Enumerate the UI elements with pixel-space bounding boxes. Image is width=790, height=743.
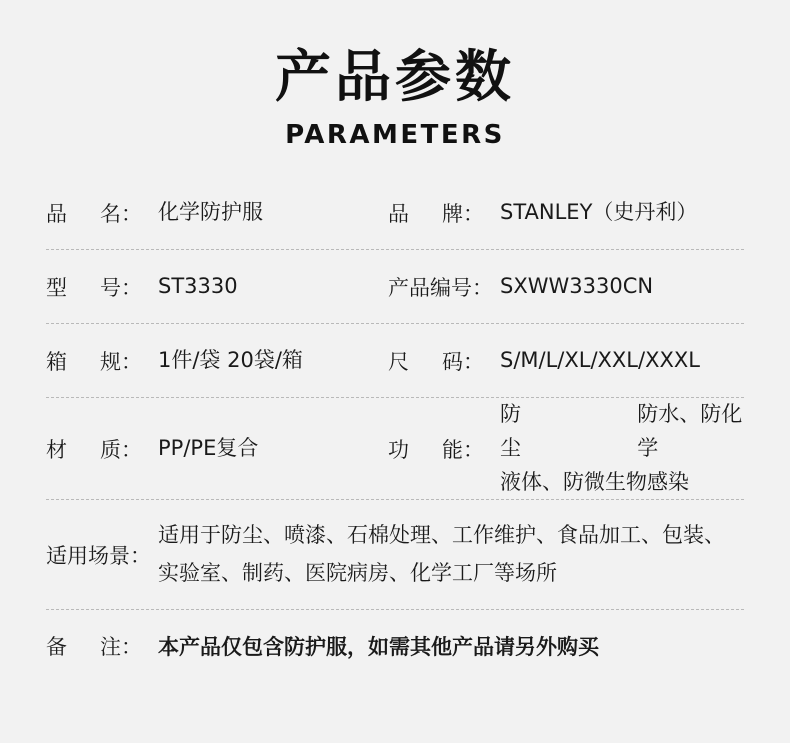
row-value-material: PP/PE复合 bbox=[158, 436, 259, 461]
label-char: 名： bbox=[100, 201, 142, 226]
row-label-note bbox=[46, 631, 158, 661]
row-value-scene bbox=[158, 517, 744, 593]
label-char: 牌： bbox=[442, 201, 484, 226]
title-block bbox=[46, 0, 744, 150]
row-label-brand bbox=[388, 198, 500, 228]
label-char: 品 bbox=[388, 201, 409, 226]
row-value-packing: 1件/袋 20袋/箱 bbox=[158, 348, 303, 373]
row-value-function bbox=[500, 398, 744, 499]
spacer bbox=[536, 398, 638, 465]
label-char: 型 bbox=[46, 275, 67, 300]
label-char: 码： bbox=[442, 349, 484, 374]
parameters-table bbox=[46, 176, 744, 682]
table-row bbox=[46, 250, 744, 324]
row-label-scene: 适用场景： bbox=[46, 543, 151, 568]
table-row bbox=[46, 324, 744, 398]
row-label-model bbox=[46, 272, 158, 302]
row-value-brand: STANLEY（史丹利） bbox=[500, 200, 698, 225]
function-text-part2: 防水、防化学 bbox=[637, 402, 743, 460]
row-label-material bbox=[46, 434, 158, 464]
scene-text-line1: 适用于防尘、喷漆、石棉处理、工作维护、食品加工、包装、 bbox=[158, 522, 725, 547]
page-subtitle: PARAMETERS bbox=[285, 120, 505, 151]
label-char: 备 bbox=[46, 635, 67, 660]
table-row-note bbox=[46, 610, 744, 682]
row-label-packing bbox=[46, 346, 158, 376]
row-value-size: S/M/L/XL/XXL/XXXL bbox=[500, 348, 700, 373]
function-text-line2: 液体、防微生物感染 bbox=[500, 469, 689, 494]
label-char: 箱 bbox=[46, 349, 67, 374]
label-char: 尺 bbox=[388, 349, 409, 374]
label-char: 能： bbox=[442, 437, 484, 462]
row-value-product-code: SXWW3330CN bbox=[500, 274, 654, 299]
row-label-product-code: 产品编号： bbox=[388, 275, 493, 300]
table-row bbox=[46, 176, 744, 250]
row-value-note: 本产品仅包含防护服，如需其他产品请另外购买 bbox=[158, 635, 599, 660]
row-label-size bbox=[388, 346, 500, 376]
label-char: 品 bbox=[46, 201, 67, 226]
label-char: 材 bbox=[46, 437, 67, 462]
table-row bbox=[46, 398, 744, 500]
label-char: 注： bbox=[100, 635, 142, 660]
function-text-part1: 防尘 bbox=[500, 402, 521, 460]
label-char: 质： bbox=[100, 437, 142, 462]
label-char: 功 bbox=[388, 437, 409, 462]
row-label-name bbox=[46, 198, 158, 228]
label-char: 号： bbox=[100, 275, 142, 300]
page-title: 产品参数 bbox=[275, 45, 515, 110]
row-value-name: 化学防护服 bbox=[158, 200, 263, 225]
row-value-model: ST3330 bbox=[158, 274, 238, 299]
label-char: 规： bbox=[100, 349, 142, 374]
scene-text-line2: 实验室、制药、医院病房、化学工厂等场所 bbox=[158, 560, 557, 585]
row-label-function bbox=[388, 434, 500, 464]
table-row-scene bbox=[46, 500, 744, 610]
